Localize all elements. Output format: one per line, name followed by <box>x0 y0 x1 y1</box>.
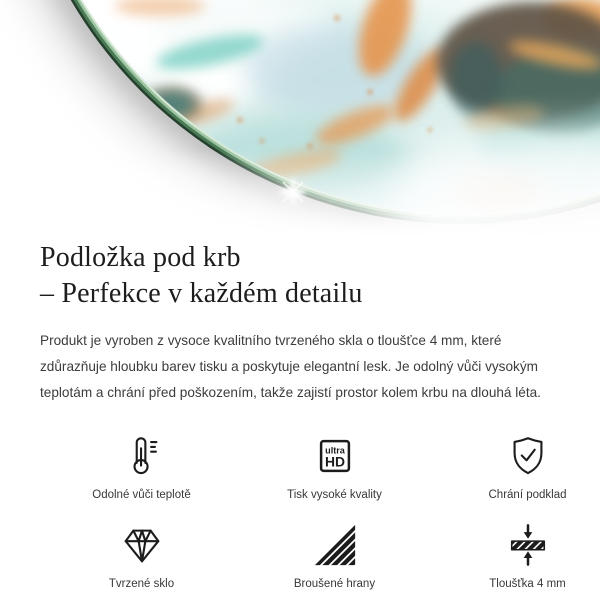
ultra-hd-icon <box>312 432 358 480</box>
feature-tempered-glass <box>45 521 238 590</box>
page-title-line1: Podložka pod krb <box>40 242 241 273</box>
thermometer-icon <box>119 432 165 480</box>
feature-label: Tvrzené sklo <box>108 578 175 590</box>
svg-text:HD: HD <box>324 453 345 470</box>
glass-pad-product-photo <box>0 0 600 236</box>
feature-thickness <box>431 521 600 590</box>
svg-text:ultra: ultra <box>324 445 345 456</box>
feature-grid <box>40 432 567 590</box>
product-image-hero <box>0 0 600 236</box>
beveled-edges-icon <box>312 521 358 569</box>
feature-label: Tisk vysoké kvality <box>287 489 382 501</box>
product-content <box>0 240 600 590</box>
compress-thickness-icon <box>505 521 551 569</box>
product-description: Produkt je vyroben z vysoce kvalitního tvrzeného skla o tloušťce 4 mm, které zdůrazňuje hloubku barev tisku a poskytuje elegantní lesk. Je odolný vůči vysokým teplotám a chrání před poškozením, takže zajistí prostor kolem krbu na dlouhá léta. <box>40 333 541 400</box>
feature-heat-resistant <box>45 432 238 501</box>
feature-label: Broušené hrany <box>293 578 376 590</box>
feature-label: Tloušťka 4 mm <box>489 578 566 590</box>
page-title-line2: – Perfekce v každém detailu <box>40 278 363 309</box>
feature-protects-surface <box>431 432 600 501</box>
feature-print-quality <box>238 432 431 501</box>
feature-ground-edges <box>238 521 431 590</box>
page-title <box>40 240 560 312</box>
shield-check-icon <box>505 432 551 480</box>
feature-label: Chrání podklad <box>488 489 567 501</box>
feature-label: Odolné vůči teplotě <box>92 489 191 501</box>
diamond-icon <box>119 521 165 569</box>
